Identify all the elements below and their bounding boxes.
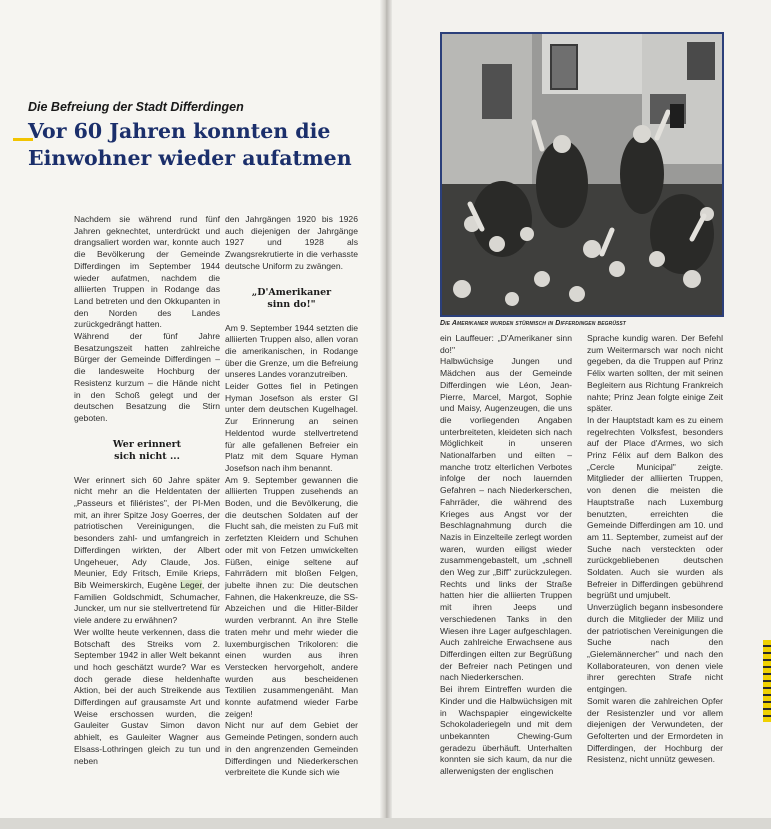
bottom-shadow xyxy=(0,818,771,829)
text-column-3 xyxy=(440,333,572,778)
paragraph: Während der fünf Jahre Besatzungszeit hatten zahlreiche Bürger der Gemeinde Differdingen – die landesweite Hochburg der Resistenz kurzum – die Hände nicht in den Schoß gelegt und der deutschen Besatzung die Stirn geboten. xyxy=(74,331,220,423)
paragraph: Wer wollte heute verkennen, dass die Botschaft des Streiks vom 2. September 1942 in aller Welt bekannt und hoch geschätzt wurde? War es doch gerade diese heldenhafte Aktion, bei der auch Streikende aus Differdingen auf grausamste Art und Weise erschossen wurden, die Gauleiter Gustav Simon davon abhielt, es Gauleiter Wagner aus Elsass-Lothringen gleich zu tun und neben xyxy=(74,626,220,766)
paragraph: Am 9. September 1944 setzten die alliierten Truppen also, allen voran die amerikanischen, in Rodange über die Grenze, um die Befreiung unseres Landes voranzutreiben. xyxy=(225,322,358,380)
paragraph: Sprache kundig waren. Der Befehl zum Weitermarsch war noch nicht gegeben, da die Truppen auf Prinz Félix warten sollten, der mit seinen Begleitern aus Richtung Frankreich nahte; Prinz Jean folgte einige Zeit später. xyxy=(587,333,723,414)
paragraph: Nachdem sie während rund fünf Jahren geknechtet, unterdrückt und drangsaliert worden war, konnte auch die Bevölkerung der Gemeinde Differdingen im September 1944 wieder aufatmen, nachdem die alliierten Truppen in Rodange das Land betreten und den Okkupanten in den Norden des Landes zurückgedrängt hatten. xyxy=(74,214,220,330)
paragraph: Somit waren die zahlreichen Opfer der Resistenzler und vor allem diejenigen der Verwundeten, der Gefolterten und der Ermordeten in Differdingen, der Hochburg der Resistenz, nicht unnütz gewesen. xyxy=(587,695,723,765)
page-gutter xyxy=(380,0,392,829)
text-column-4 xyxy=(587,333,723,766)
title-line-2: Einwohner wieder aufatmen xyxy=(28,146,352,170)
paragraph: Bei ihrem Eintreffen wurden die Kinder und die Halbwüchsigen mit in Wachspapier eingewickelte Schokoladeriegeln und mit dem unbekannten Chewing-Gum geradezu überhäuft. Unterhalten konnten sie sich kaum, da nur die allerwenigsten der englischen xyxy=(440,684,572,777)
paragraph: den Jahrgängen 1920 bis 1926 auch diejenigen der Jahrgänge 1927 und 1928 als Zwangsrekrutierte in die verhasste deutsche Uniform zu zwängen. xyxy=(225,214,358,271)
paragraph: In der Hauptstadt kam es zu einem regelrechten Volksfest, besonders auf der Place d'Armes, wo sich Prinz Félix auf dem Balkon des „Cercle Municipal" zeigte. Mitglieder der alliierten Truppen, von denen die meisten die Hauptstraße nach Luxemburg benutzten, erreichten die Gemeinde Differdingen am 10. und am 11. September, zumeist auf der Suche nach versteckten oder zurückgebliebenen deutschen Soldaten. Auch sie wurden als Befreier in Differdingen gebührend begrüßt und umjubelt. xyxy=(587,414,723,601)
article-kicker: Die Befreiung der Stadt Differdingen xyxy=(28,100,244,114)
subheading-wer-erinnert: Wer erinnert sich nicht ... xyxy=(112,438,182,462)
subheading-amerikaner: „D'Amerikaner sinn do!" xyxy=(251,286,332,310)
title-line-1: Vor 60 Jahren konnten die xyxy=(28,119,331,143)
highlighted-word: Leger xyxy=(180,579,202,590)
text-column-2 xyxy=(225,214,358,779)
page-edge-marker xyxy=(763,640,771,722)
paragraph: Nicht nur auf dem Gebiet der Gemeinde Petingen, sondern auch in den angrenzenden Gemeinden Differdingen und Niederkerschen verbreitete die Kunde sich wie xyxy=(225,720,358,778)
paragraph: ein Lauffeuer: „D'Amerikaner sinn do!" xyxy=(440,333,572,355)
paragraph: Wer erinnert sich 60 Jahre später nicht mehr an die Heldentaten der „Passeurs et filiéristes", der PI-Men mit, an ihrer Spitze Josy Goerres, der patriotischen Vereinigungen, die besonders zahl- und umfangreich in Differdingen wirkten, der Albert Ungeheuer, Ady Claude, Jos. Meunier, Edy Fritsch, Emile Krieps, Bib Weimerskirch, Eugène Leger, der Familien Goldschmidt, Schumacher, Juncker, um nur sie stellvertretend für viele andere zu erwähnen? xyxy=(74,474,221,626)
text-column-1 xyxy=(74,214,220,767)
paragraph: Leider Gottes fiel in Petingen Hyman Josefson als erster GI unter dem deutschen Kugelhagel. Zur Erinnerung an seinen Heldentod wurde stellvertretend für alle gefallenen Befreier ein Platz mit dem Square Hyman Josefson nach ihm benannt. xyxy=(225,381,358,473)
paragraph: Halbwüchsige Jungen und Mädchen aus der Gemeinde Differdingen wie Léon, Jean-Pierre, Marcel, Margot, Sophie und Maisy, Augenzeugen, die uns die vorliegenden Angaben unterbreiteten, kleideten sich nach Möglichkeit in unseren Nationalfarben und eilten – manche trotz elterlichen Verbotes infolge der noch lauernden Gefahren – nach Niederkerschen, Fahrräder, die während des Krieges aus Angst vor der Beschlagnahmung durch die Nazis in Einzelteile zerlegt worden waren, wurden eiligst wieder zusammengebastelt, um „schnell den Weg zur „Biff" zurückzulegen. Rechts und links der Straße hatten hier die alliierten Truppen mit ihren Jeeps und verschiedenen Tanks in den Wiesen ihre Lager aufgeschlagen. Auch zahlreiche Erwachsene aus Differdingen eilten zur Begrüßung der Befreier nach Petingen und nach Niederkerschen. xyxy=(440,356,572,683)
liberation-photo xyxy=(440,32,724,317)
paragraph: Unverzüglich begann insbesondere durch die Mitglieder der Miliz und der patriotischen Vereinigungen die Suche nach den „Gielemännercher" und nach den Kollaborateuren, von denen viele ihrer gerechten Strafe nicht entgingen. xyxy=(587,602,723,695)
crowd-photo-illustration xyxy=(442,34,722,315)
photo-caption: Die Amerikaner wurden stürmisch in Differdingen begrüßt xyxy=(440,320,626,327)
article-title xyxy=(28,118,373,172)
paragraph: Am 9. September gewannen die alliierten Truppen zusehends an Boden, und die Bevölkerung, die die deutschen Soldaten auf der Flucht sah, die meisten zu Fuß mit zerfetzten Kleidern und Schuhen oder mit von Fetzen umwickelten Füßen, einige seltene auf Fahrrädern mit bloßen Felgen, jubelte ihnen zu: Die deutschen Fahnen, die Hakenkreuze, die SS-Abzeichen und die Hitler-Bilder wurden verbrannt. An ihre Stelle traten mehr und mehr wieder die luxemburgischen Trikoloren: die einen wurden aus ihren Verstecken hervorgeholt, andere wurden aus bescheidenen Textilien zusammengenäht. Man konnte aufatmend wieder Farbe zeigen! xyxy=(225,474,358,719)
